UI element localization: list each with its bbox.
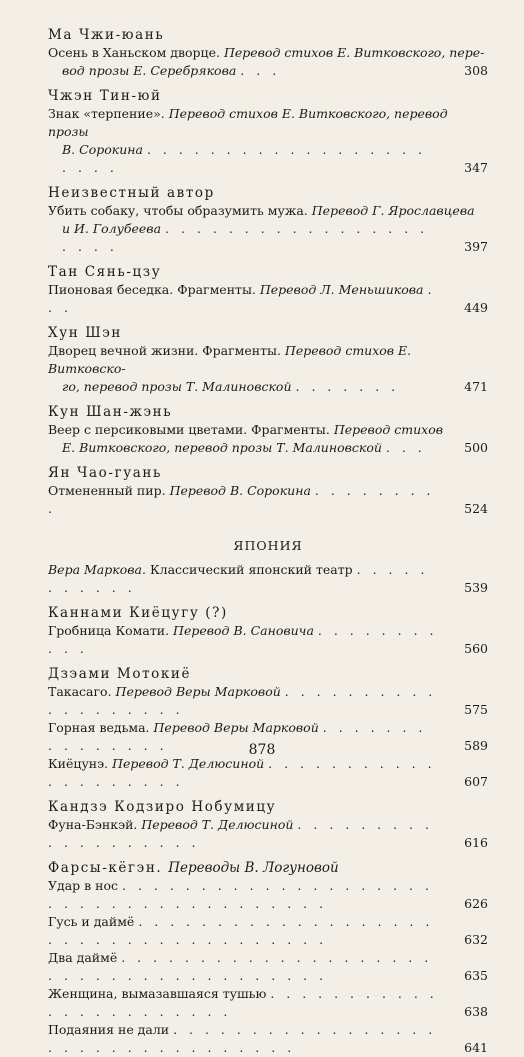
translator-credit: Перевод Веры Марковой xyxy=(115,684,281,699)
work-title: Веер с персиковыми цветами. Фрагменты. xyxy=(48,422,330,437)
leader-dots: . . . . . . . . . . . . . . . . . . . xyxy=(48,817,433,850)
toc-entry xyxy=(48,816,488,852)
leader-dots: . . . . . . . . . . . . . . . . . . . . . . . . . . . . . . . . . . . . . . xyxy=(48,878,433,911)
translator-credit: Перевод стихов Е. Витковского, пере- xyxy=(223,45,485,60)
page-reference: 607 xyxy=(464,774,488,789)
work-title: Пионовая беседка. Фрагменты. xyxy=(48,282,256,297)
work-title: Дворец вечной жизни. Фрагменты. xyxy=(48,343,281,358)
entry-line xyxy=(48,62,488,80)
translator-credit: и И. Голубеева xyxy=(62,221,162,236)
work-title: Женщина, вымазавшаяся тушью xyxy=(48,986,267,1001)
leader-dots: . . . . . . . . . . . . . . . . . . . . . . . . . . . . . . . . . xyxy=(48,1022,437,1055)
entry-line xyxy=(48,141,488,177)
toc-entry xyxy=(48,985,488,1021)
leader-dots: . . . . . . . . . xyxy=(48,483,435,516)
translator-credit: Е. Витковского, перевод прозы Т. Малиновской xyxy=(62,440,382,455)
translator-credit: Перевод Л. Меньшикова xyxy=(259,282,424,297)
toc-entry xyxy=(48,281,488,317)
translator-credit: Перевод В. Сорокина xyxy=(169,483,311,498)
entry-line xyxy=(48,561,488,597)
leader-dots: . . . . . . . . . . . . . . . xyxy=(48,720,427,753)
author-name: Кун Шан-жэнь xyxy=(48,404,173,420)
translator-credit: Перевод Т. Делюсиной xyxy=(141,817,294,832)
author-name: Неизвестный автор xyxy=(48,185,215,201)
page-reference: 638 xyxy=(464,1004,488,1019)
entry-line xyxy=(48,622,488,658)
work-title: Знак «терпение». xyxy=(48,106,165,121)
leader-dots: . . . . . . . . . . . . . . . . . . . . . . . . . . . . . . . . . . . . . . xyxy=(48,950,433,983)
page-reference: 397 xyxy=(464,239,488,254)
entry-line xyxy=(48,378,488,396)
toc-entry xyxy=(48,622,488,658)
author-name: Кандзэ Кодзиро Нобумицу xyxy=(48,799,277,815)
toc-entry xyxy=(48,755,488,791)
page-reference: 449 xyxy=(464,300,488,315)
entry-line xyxy=(48,877,488,913)
page-reference: 616 xyxy=(464,835,488,850)
work-title: Фуна-Бэнкэй. xyxy=(48,817,138,832)
page-reference: 347 xyxy=(464,160,488,175)
translator-credit: Перевод стихов xyxy=(333,422,443,437)
leader-dots: . . . . . . . . . . . . . . . . . . . . xyxy=(48,756,436,789)
translator-credit: вод прозы Е. Серебрякова xyxy=(62,63,237,78)
work-title: Убить собаку, чтобы образумить мужа. xyxy=(48,203,308,218)
leader-dots: . . . xyxy=(48,282,436,315)
page-reference: 500 xyxy=(464,440,488,455)
entry-line xyxy=(48,281,488,317)
page-number: 878 xyxy=(248,742,276,758)
entry-line xyxy=(48,816,488,852)
author-heading xyxy=(48,324,488,342)
translator-credit: Перевод В. Сановича xyxy=(173,623,314,638)
work-title: Классический японский театр xyxy=(149,562,353,577)
work-title: Горная ведьма. xyxy=(48,720,150,735)
toc-entry xyxy=(48,949,488,985)
page-reference: 575 xyxy=(464,702,488,717)
entry-line xyxy=(48,1021,488,1057)
translator-credit: Перевод Г. Ярославцева xyxy=(311,203,475,218)
entry-line xyxy=(48,342,488,378)
entry-line xyxy=(48,949,488,985)
page-reference: 471 xyxy=(464,379,488,394)
toc-entry xyxy=(48,342,488,396)
entry-line xyxy=(48,755,488,791)
leader-dots: . . . . . . . . . . . . . . . . . . . . . . . xyxy=(48,986,438,1019)
entry-line xyxy=(48,44,488,62)
author-heading xyxy=(48,464,488,482)
entry-line xyxy=(48,913,488,949)
leader-dots: . . . xyxy=(385,440,426,455)
toc-entry xyxy=(48,683,488,719)
page-reference: 632 xyxy=(464,932,488,947)
page-reference: 560 xyxy=(464,641,488,656)
page-reference: 641 xyxy=(464,1040,488,1055)
author-name: Хун Шэн xyxy=(48,325,123,341)
toc-entry xyxy=(48,913,488,949)
entry-line xyxy=(48,202,488,220)
author-heading xyxy=(48,798,488,816)
work-title: Осень в Ханьском дворце. xyxy=(48,45,220,60)
essay-author: Вера Маркова. xyxy=(48,562,146,577)
author-name: Ян Чао-гуань xyxy=(48,465,162,481)
toc-entry xyxy=(48,421,488,457)
leader-dots: . . . . . . . . . . . xyxy=(48,562,429,595)
work-title: Подаяния не дали xyxy=(48,1022,170,1037)
translator-credit: Перевод Веры Марковой xyxy=(153,720,319,735)
author-heading xyxy=(48,87,488,105)
entry-line xyxy=(48,439,488,457)
author-heading xyxy=(48,859,488,877)
leader-dots: . . . . . . . . . . . . . . . . . . . . . . . . . . . . . . . . . . . . . xyxy=(48,914,434,947)
page-reference: 524 xyxy=(464,501,488,516)
entry-line xyxy=(48,985,488,1021)
leader-dots: . . . . . . . . . . . xyxy=(48,623,438,656)
toc-entry xyxy=(48,202,488,256)
page-reference: 539 xyxy=(464,580,488,595)
author-heading xyxy=(48,403,488,421)
author-name: Тан Сянь-цзу xyxy=(48,264,162,280)
entry-line xyxy=(48,421,488,439)
page-reference: 635 xyxy=(464,968,488,983)
work-title: Отмененный пир. xyxy=(48,483,166,498)
translator-credit: Перевод стихов Е. Витковского, перевод прозы xyxy=(48,106,448,139)
author-heading xyxy=(48,263,488,281)
toc-entry xyxy=(48,877,488,913)
leader-dots: . . . xyxy=(240,63,281,78)
entry-line xyxy=(48,220,488,256)
author-heading xyxy=(48,26,488,44)
author-name: Дзэами Мотокиё xyxy=(48,666,192,682)
entry-line xyxy=(48,105,488,141)
toc-content xyxy=(48,26,488,1057)
toc-entry xyxy=(48,482,488,518)
page-reference: 589 xyxy=(464,738,488,753)
translator-credit: Перевод Т. Делюсиной xyxy=(112,756,265,771)
work-title: Два даймё xyxy=(48,950,118,965)
leader-dots: . . . . . . . . . . . . . . . . . . . . . xyxy=(62,221,429,254)
work-title: Гусь и даймё xyxy=(48,914,135,929)
author-heading xyxy=(48,184,488,202)
translator-credit: го, перевод прозы Т. Малиновской xyxy=(62,379,292,394)
section-heading: ЯПОНИЯ xyxy=(233,538,303,553)
page-reference: 308 xyxy=(464,63,488,78)
author-heading xyxy=(48,665,488,683)
toc-entry xyxy=(48,105,488,177)
leader-dots: . . . . . . . . . . . . . . . . . . . . . . xyxy=(62,142,427,175)
work-title: Удар в нос xyxy=(48,878,119,893)
toc-entry xyxy=(48,561,488,597)
author-name: Чжэн Тин-юй xyxy=(48,88,162,104)
entry-line xyxy=(48,683,488,719)
page-reference: 626 xyxy=(464,896,488,911)
toc-entry xyxy=(48,1021,488,1057)
leader-dots: . . . . . . . xyxy=(295,379,400,394)
author-heading xyxy=(48,604,488,622)
work-title: Гробница Комати. xyxy=(48,623,170,638)
leader-dots: . . . . . . . . . . . . . . . . . . . xyxy=(48,684,437,717)
author-name: Ма Чжи-юань xyxy=(48,27,165,43)
work-title: Киёцунэ. xyxy=(48,756,109,771)
translator-credit: В. Сорокина xyxy=(62,142,143,157)
translator-credit: Переводы В. Логуновой xyxy=(168,860,339,876)
work-title: Такасаго. xyxy=(48,684,112,699)
entry-line xyxy=(48,482,488,518)
toc-entry xyxy=(48,44,488,80)
author-name: Фарсы-кёгэн. xyxy=(48,860,163,876)
translator-credit: Перевод стихов Е. Витковско- xyxy=(48,343,412,376)
author-name: Каннами Киёцугу (?) xyxy=(48,605,228,621)
